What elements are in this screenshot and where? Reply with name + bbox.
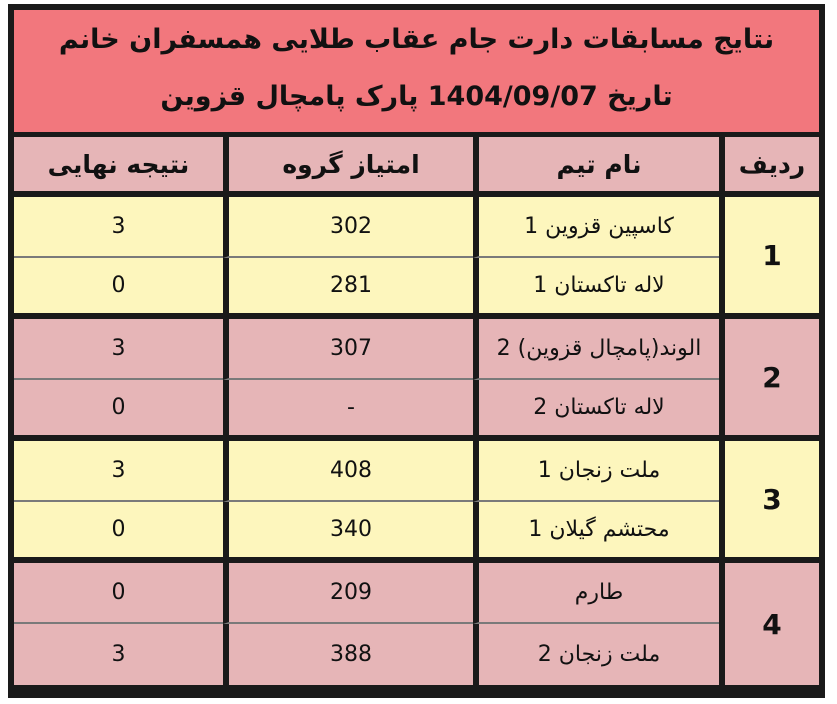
header-row bbox=[14, 137, 819, 197]
radif-cell: 4 bbox=[719, 563, 819, 685]
column-header-radif: ردیف bbox=[719, 137, 819, 197]
result-cell: 0 bbox=[14, 380, 223, 441]
radif-cell: 2 bbox=[719, 319, 819, 441]
title-line-2: تاریخ 1404/09/07 پارک پامچال قزوین bbox=[160, 81, 673, 112]
title-line-1: نتایج مسابقات دارت جام عقاب طلایی همسفران خانم bbox=[58, 24, 775, 55]
team-name-cell: محتشم گیلان 1 bbox=[473, 502, 719, 563]
radif-cell: 3 bbox=[719, 441, 819, 563]
result-cell: 3 bbox=[14, 441, 223, 502]
score-cell: - bbox=[223, 380, 473, 441]
title-banner bbox=[14, 10, 819, 132]
result-cell: 3 bbox=[14, 624, 223, 685]
radif-cell: 1 bbox=[719, 197, 819, 319]
result-cell: 0 bbox=[14, 563, 223, 624]
team-name-cell: لاله تاکستان 2 bbox=[473, 380, 719, 441]
result-cell: 3 bbox=[14, 197, 223, 258]
result-cell: 3 bbox=[14, 319, 223, 380]
score-cell: 340 bbox=[223, 502, 473, 563]
score-cell: 281 bbox=[223, 258, 473, 319]
team-name-cell: ملت زنجان 1 bbox=[473, 441, 719, 502]
results-frame bbox=[8, 4, 825, 698]
table-row bbox=[14, 258, 819, 319]
score-cell: 307 bbox=[223, 319, 473, 380]
table-row bbox=[14, 380, 819, 441]
table-row bbox=[14, 319, 819, 380]
table-row bbox=[14, 502, 819, 563]
score-cell: 408 bbox=[223, 441, 473, 502]
results-table bbox=[14, 137, 819, 685]
result-cell: 0 bbox=[14, 258, 223, 319]
score-cell: 302 bbox=[223, 197, 473, 258]
score-cell: 209 bbox=[223, 563, 473, 624]
column-header-score: امتیاز گروه bbox=[223, 137, 473, 197]
result-cell: 0 bbox=[14, 502, 223, 563]
team-name-cell: لاله تاکستان 1 bbox=[473, 258, 719, 319]
table-row bbox=[14, 197, 819, 258]
team-name-cell: الوند(پامچال قزوین) 2 bbox=[473, 319, 719, 380]
team-name-cell: کاسپین قزوین 1 bbox=[473, 197, 719, 258]
score-cell: 388 bbox=[223, 624, 473, 685]
table-row bbox=[14, 441, 819, 502]
column-header-team: نام تیم bbox=[473, 137, 719, 197]
table-row bbox=[14, 563, 819, 624]
team-name-cell: طارم bbox=[473, 563, 719, 624]
team-name-cell: ملت زنجان 2 bbox=[473, 624, 719, 685]
table-row bbox=[14, 624, 819, 685]
column-header-result: نتیجه نهایی bbox=[14, 137, 223, 197]
